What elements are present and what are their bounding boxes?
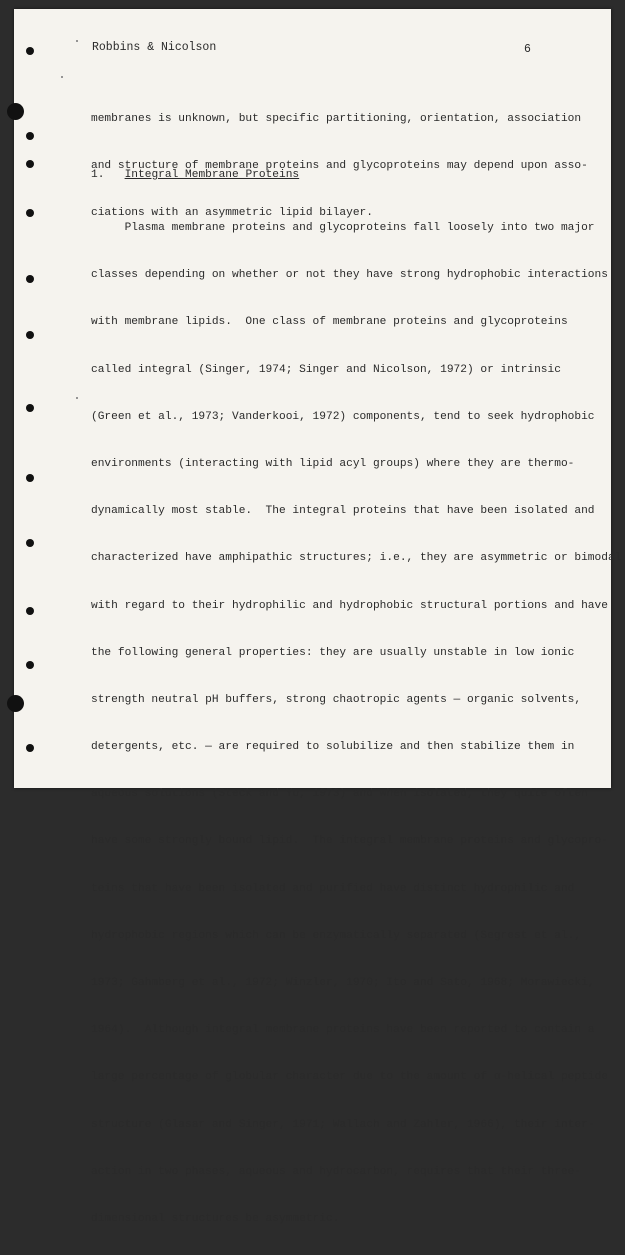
text-line: Plasma membrane proteins and glycoproteins fall loosely into two major: [91, 222, 595, 234]
punch-hole: [26, 744, 34, 752]
document-page: [14, 9, 622, 1225]
punch-hole: [26, 275, 34, 283]
punch-hole: [7, 695, 24, 712]
text-line: ciations with an asymmetric lipid bilayer.: [91, 207, 373, 220]
section-title: Integral Membrane Proteins: [124, 169, 300, 181]
text-line: aqueous solutions (Steck and Yu, 1973) and when isolated, they quite often: [91, 788, 588, 801]
text-line: strength neutral pH buffers, strong chaotropic agents — organic solvents,: [91, 693, 582, 706]
text-line: with regard to their hydrophilic and hydrophobic structural portions and have: [91, 599, 608, 612]
text-line: with membrane lipids. One class of membrane proteins and glycoproteins: [91, 316, 568, 329]
text-line: teins that have been isolated and purified have distinct hydrophilic and: [91, 882, 575, 895]
text-line: have some strongly bound lipid. The integral membrane proteins and glycopro-: [91, 835, 608, 848]
punch-hole: [26, 474, 34, 482]
section-heading: [91, 169, 299, 181]
text-line: characterized have amphipathic structures; i.e., they are asymmetric or bimodal: [91, 552, 622, 565]
punch-hole: [26, 661, 34, 669]
punch-hole: [26, 404, 34, 412]
text-line: detergents, etc. — are required to solubilize and then stabilize them in: [91, 741, 575, 754]
punch-hole: [7, 103, 24, 120]
page-number: 6: [524, 43, 531, 56]
text-line: environments (interacting with lipid acyl groups) where they are thermo-: [91, 457, 575, 470]
text-line: the following general properties: they are usually unstable in low ionic: [91, 646, 575, 659]
text-line: dimensional structures be asymmetric.: [91, 1212, 340, 1225]
paper-speck: [61, 76, 63, 78]
punch-hole: [26, 607, 34, 615]
text-line: membranes is unknown, but specific partitioning, orientation, association: [91, 113, 582, 125]
punch-hole: [26, 209, 34, 217]
section-number: 1.: [91, 169, 105, 181]
paper-speck: [76, 40, 78, 42]
text-line: classes depending on whether or not they have strong hydrophobic interactions: [91, 269, 608, 282]
text-line: 1964). Although integral membrane proteins have been reported to contain a: [91, 1024, 595, 1037]
paper-speck: [76, 397, 78, 399]
text-line: (Green et al., 1973; Vanderkooi, 1972) components, tend to seek hydrophobic: [91, 410, 595, 423]
text-line: 1973; Gahmberg et al., 1972; Winzler, 1970; Ito and Sato, 1968; Morawiecki,: [91, 977, 595, 989]
punch-hole: [26, 160, 34, 168]
running-header-author: Robbins & Nicolson: [92, 41, 217, 54]
text-line: structure (Glasar and Singer, 1971; Wallach and Zahler, 1966), their inter-: [91, 1118, 595, 1131]
text-line: large percentage of globular character due to the amount of α-helical peptide: [91, 1071, 608, 1084]
text-line: and structure of membrane proteins and glycoproteins may depend upon asso-: [91, 160, 588, 173]
text-line: called integral (Singer, 1974; Singer and Nicolson, 1972) or intrinsic: [91, 363, 561, 376]
text-line: action in two phases, aqueous and hydrocarbon, requires that their three-: [91, 1165, 582, 1178]
punch-hole: [26, 47, 34, 55]
punch-hole: [26, 539, 34, 547]
body-paragraph: [91, 193, 621, 1255]
punch-hole: [26, 132, 34, 140]
text-line: dynamically most stable. The integral proteins that have been isolated and: [91, 505, 595, 518]
text-line: hydrophobic regions which can be enzymatically separated (Segrest et al.,: [91, 929, 582, 942]
punch-hole: [26, 331, 34, 339]
